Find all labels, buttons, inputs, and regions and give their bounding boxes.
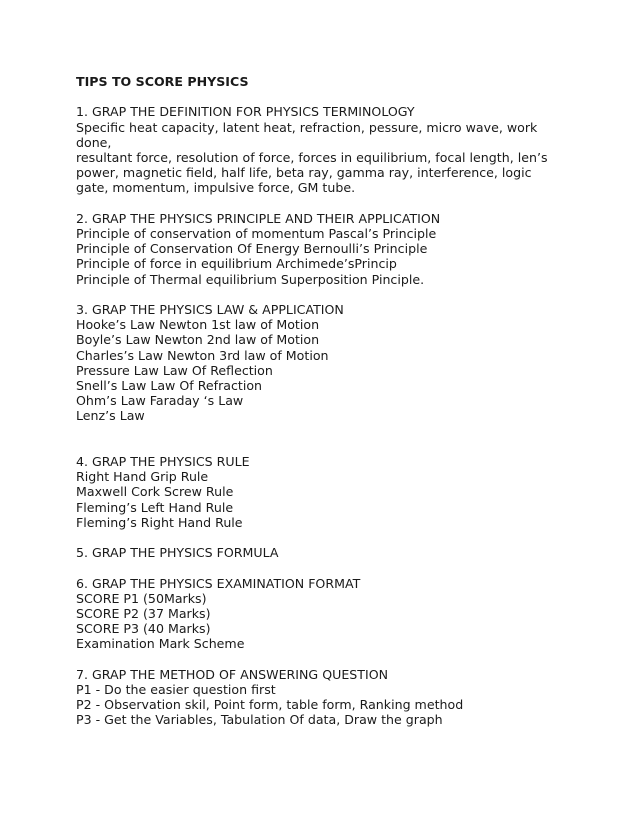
section-line: Specific heat capacity, latent heat, refraction, pessure, micro wave, work done, — [76, 119, 538, 150]
section-line: Right Hand Grip Rule — [76, 469, 209, 485]
section-line: Principle of force in equilibrium Archimede’sPrincip — [76, 256, 397, 272]
section-line: Principle of conservation of momentum Pascal’s Principle — [76, 226, 437, 241]
section-line: SCORE P3 (40 Marks) — [76, 621, 211, 637]
section-heading: 3. GRAP THE PHYSICS LAW & APPLICATION — [76, 302, 344, 317]
section-line: Principle of Conservation Of Energy Bernoulli’s Principle — [76, 241, 428, 257]
section-line: P1 - Do the easier question first — [76, 682, 276, 698]
section-line: Hooke’s Law Newton 1st law of Motion — [76, 317, 320, 333]
section-line: Boyle’s Law Newton 2nd law of Motion — [76, 332, 320, 348]
section-formula — [76, 545, 556, 560]
section-exam-format — [76, 576, 556, 652]
section-principles — [76, 211, 556, 287]
section-line: Principle of Thermal equilibrium Superposition Pinciple. — [76, 271, 425, 287]
section-line: Fleming’s Left Hand Rule — [76, 499, 234, 515]
section-laws — [76, 302, 556, 424]
section-line: Maxwell Cork Screw Rule — [76, 484, 234, 500]
section-line: P3 - Get the Variables, Tabulation Of data, Draw the graph — [76, 712, 443, 728]
section-heading: 6. GRAP THE PHYSICS EXAMINATION FORMAT — [76, 575, 361, 591]
document-title: TIPS TO SCORE PHYSICS — [76, 74, 249, 89]
document-page — [76, 74, 556, 743]
section-line: Fleming’s Right Hand Rule — [76, 514, 243, 530]
section-line: Pressure Law Law Of Reflection — [76, 362, 273, 378]
section-line: SCORE P2 (37 Marks) — [76, 606, 211, 622]
section-line: Examination Mark Scheme — [76, 636, 245, 652]
section-line: Ohm’s Law Faraday ‘s Law — [76, 393, 244, 409]
section-line: resultant force, resolution of force, forces in equilibrium, focal length, len’s power, magnetic field, half life, beta ray, gamma ray, interference, logic gate, momentum, impulsive force, GM tube. — [76, 150, 548, 196]
section-heading: 7. GRAP THE METHOD OF ANSWERING QUESTION — [76, 666, 389, 682]
section-line: Lenz’s Law — [76, 408, 145, 424]
section-terminology — [76, 104, 556, 195]
section-rules — [76, 454, 556, 530]
section-line: Charles’s Law Newton 3rd law of Motion — [76, 347, 329, 363]
section-heading: 2. GRAP THE PHYSICS PRINCIPLE AND THEIR APPLICATION — [76, 210, 441, 226]
section-heading: 4. GRAP THE PHYSICS RULE — [76, 454, 250, 470]
section-heading: 5. GRAP THE PHYSICS FORMULA — [76, 545, 279, 561]
section-line: SCORE P1 (50Marks) — [76, 590, 207, 606]
section-heading: 1. GRAP THE DEFINITION FOR PHYSICS TERMINOLOGY — [76, 104, 415, 120]
section-line: Snell’s Law Law Of Refraction — [76, 378, 263, 394]
section-answering-method — [76, 667, 556, 728]
section-line: P2 - Observation skil, Point form, table form, Ranking method — [76, 697, 464, 713]
